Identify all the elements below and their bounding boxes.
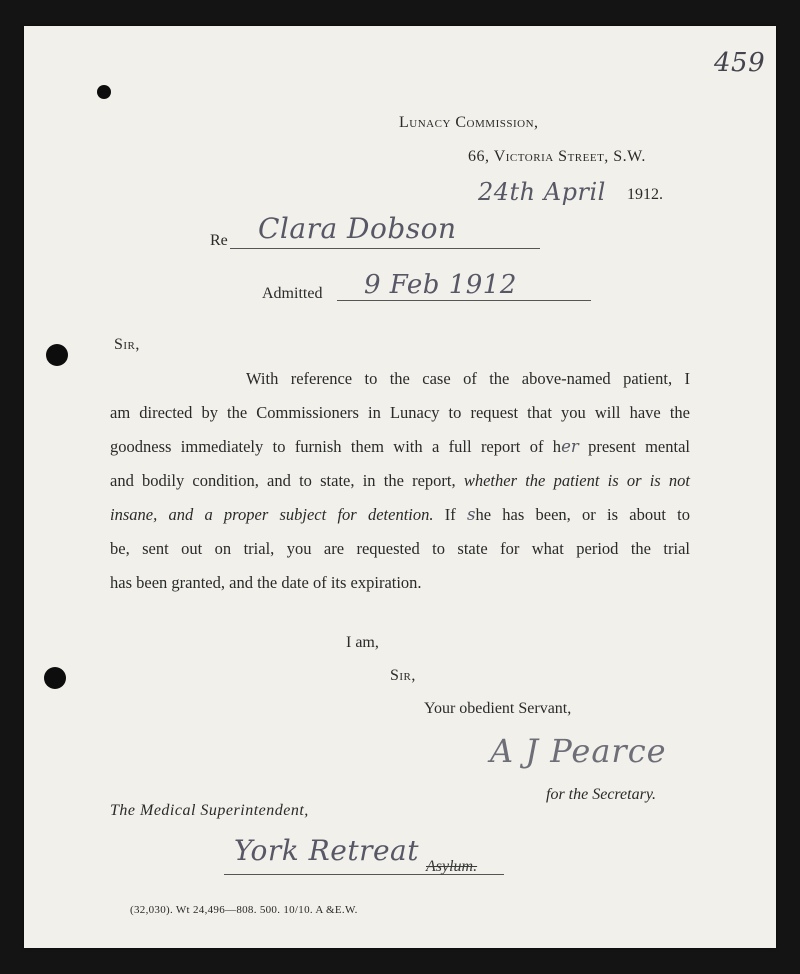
re-label: Re (210, 232, 228, 249)
body-line-text: If (433, 505, 467, 524)
body-line-text: With reference to the case of the above-named patient, I (246, 369, 690, 388)
admitted-underline (337, 300, 591, 301)
body-line-text: present mental (578, 437, 690, 456)
body-line (110, 566, 690, 600)
page-number: 459 (714, 48, 766, 78)
closing-i-am: I am, (346, 634, 379, 651)
body-line-text: he has been, or is about to (475, 505, 690, 524)
letter-page (24, 26, 776, 948)
body-line (110, 362, 690, 396)
institution-name: York Retreat (234, 834, 419, 867)
handwritten-pronoun-her: er (561, 437, 579, 456)
print-code-footer: (32,030). Wt 24,496—808. 500. 10/10. A &E.W. (130, 904, 358, 916)
body-line-italic: insane, and a proper subject for detention. (110, 505, 434, 524)
letter-date-year: 1912. (627, 186, 663, 203)
punch-hole-top (97, 85, 111, 99)
office-name: Lunacy Commission, (399, 114, 539, 131)
office-address: 66, Victoria Street, S.W. (468, 148, 646, 165)
addressee-title: The Medical Superintendent, (110, 802, 309, 819)
body-line-text: and bodily condition, and to state, in the report, (110, 471, 464, 490)
patient-name: Clara Dobson (258, 212, 457, 245)
struck-word-asylum: Asylum. (426, 858, 478, 875)
handwritten-pronoun-s: s (466, 505, 476, 524)
body-line-text: be, sent out on trial, you are requested to state for what period the trial (110, 539, 690, 558)
admitted-label: Admitted (262, 285, 323, 302)
for-secretary: for the Secretary. (546, 786, 657, 803)
body-line-text: goodness immediately to furnish them with a full report of h (110, 437, 562, 456)
letter-date-handwritten: 24th April (478, 178, 606, 206)
body-line-text: am directed by the Commissioners in Lunacy to request that you will have the (110, 403, 690, 422)
body-line (110, 396, 690, 430)
admitted-date: 9 Feb 1912 (364, 270, 517, 300)
body-line-italic: whether the patient is or is not (463, 471, 690, 490)
salutation: Sir, (114, 336, 140, 353)
closing-servant: Your obedient Servant, (424, 700, 572, 717)
body-line (110, 532, 690, 566)
letter-body (110, 362, 690, 600)
body-line (110, 464, 690, 498)
body-line-text: has been granted, and the date of its expiration. (110, 573, 422, 592)
body-line (110, 430, 690, 464)
re-underline (230, 248, 540, 249)
closing-sir: Sir, (390, 667, 416, 684)
body-line (110, 498, 690, 532)
punch-hole-middle (46, 344, 68, 366)
signature: A J Pearce (490, 732, 667, 770)
punch-hole-bottom (44, 667, 66, 689)
